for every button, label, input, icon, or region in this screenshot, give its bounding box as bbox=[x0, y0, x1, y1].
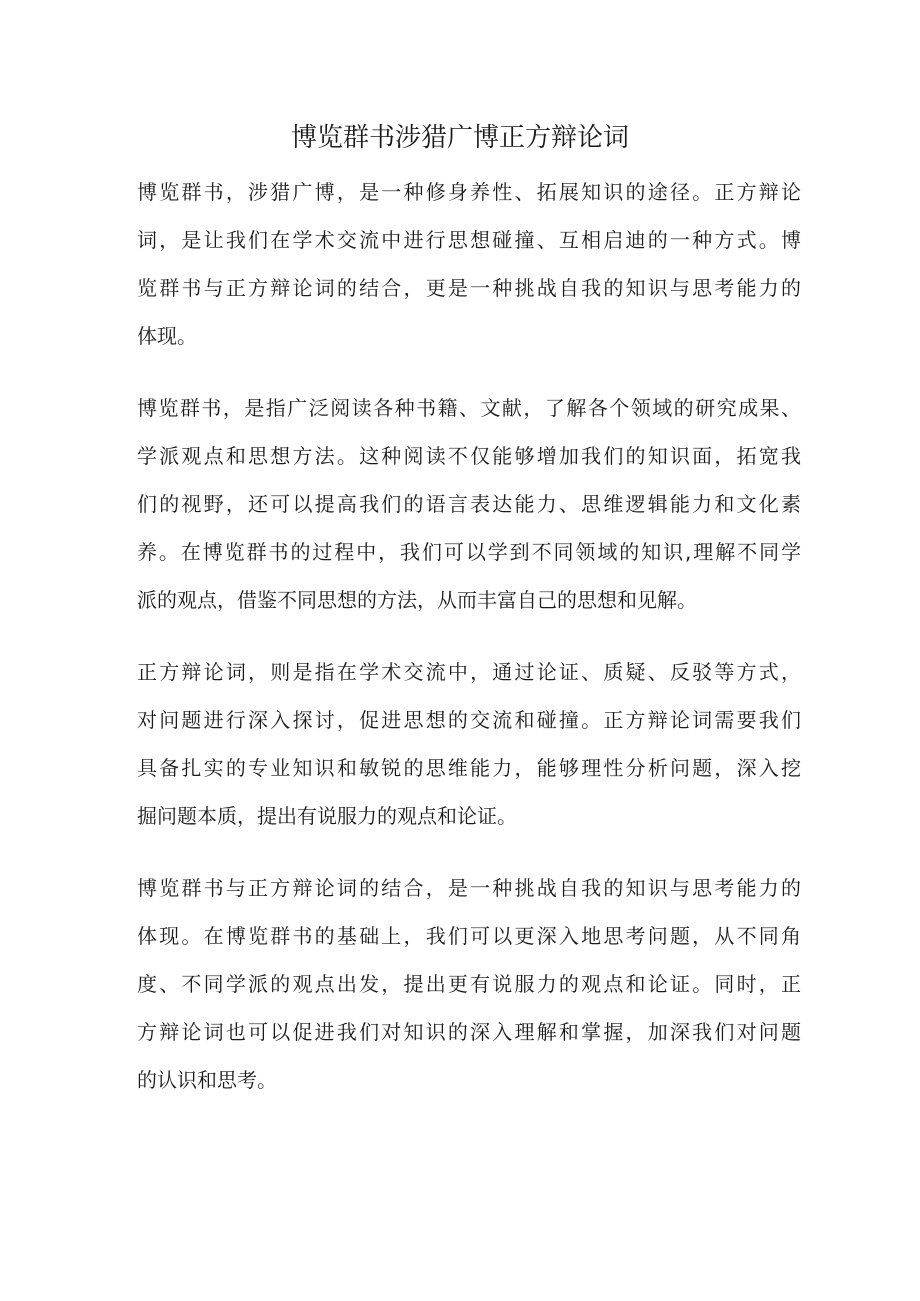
paragraph-line: 对问题进行深入探讨，促进思想的交流和碰撞。正方辩论词需要我们 bbox=[137, 708, 801, 732]
paragraph-line: 正方辩论词，则是指在学术交流中，通过论证、质疑、反驳等方式， bbox=[137, 660, 801, 684]
paragraph-line: 派的观点，借鉴不同思想的方法，从而丰富自己的思想和见解。 bbox=[137, 588, 697, 612]
paragraph-line: 博览群书与正方辩论词的结合，是一种挑战自我的知识与思考能力的 bbox=[137, 876, 801, 900]
paragraph-line: 体现。在博览群书的基础上，我们可以更深入地思考问题，从不同角 bbox=[137, 924, 801, 948]
paragraph-line: 览群书与正方辩论词的结合，更是一种挑战自我的知识与思考能力的 bbox=[137, 276, 801, 300]
paragraph-line: 学派观点和思想方法。这种阅读不仅能够增加我们的知识面，拓宽我 bbox=[137, 444, 801, 468]
paragraph-line: 博览群书，涉猎广博，是一种修身养性、拓展知识的途径。正方辩论 bbox=[137, 180, 801, 204]
paragraph-2 bbox=[137, 384, 801, 624]
paragraph-line: 养。在博览群书的过程中，我们可以学到不同领域的知识,理解不同学 bbox=[137, 540, 801, 564]
paragraph-line: 具备扎实的专业知识和敏锐的思维能力，能够理性分析问题，深入挖 bbox=[137, 756, 801, 780]
paragraph-line: 词，是让我们在学术交流中进行思想碰撞、互相启迪的一种方式。博 bbox=[137, 228, 801, 252]
paragraph-3 bbox=[137, 648, 801, 840]
paragraph-line: 度、不同学派的观点出发，提出更有说服力的观点和论证。同时，正 bbox=[137, 972, 801, 996]
paragraph-line: 博览群书，是指广泛阅读各种书籍、文献，了解各个领域的研究成果、 bbox=[137, 396, 801, 420]
document-title: 博览群书涉猎广博正方辩论词 bbox=[290, 123, 629, 153]
paragraph-line: 方辩论词也可以促进我们对知识的深入理解和掌握，加深我们对问题 bbox=[137, 1020, 801, 1044]
paragraph-line: 掘问题本质，提出有说服力的观点和论证。 bbox=[137, 804, 517, 828]
paragraph-line: 们的视野，还可以提高我们的语言表达能力、思维逻辑能力和文化素 bbox=[137, 492, 801, 516]
paragraph-line: 体现。 bbox=[137, 324, 197, 348]
paragraph-line: 的认识和思考。 bbox=[137, 1068, 277, 1092]
paragraph-4 bbox=[137, 864, 801, 1104]
paragraph-1 bbox=[137, 168, 801, 360]
